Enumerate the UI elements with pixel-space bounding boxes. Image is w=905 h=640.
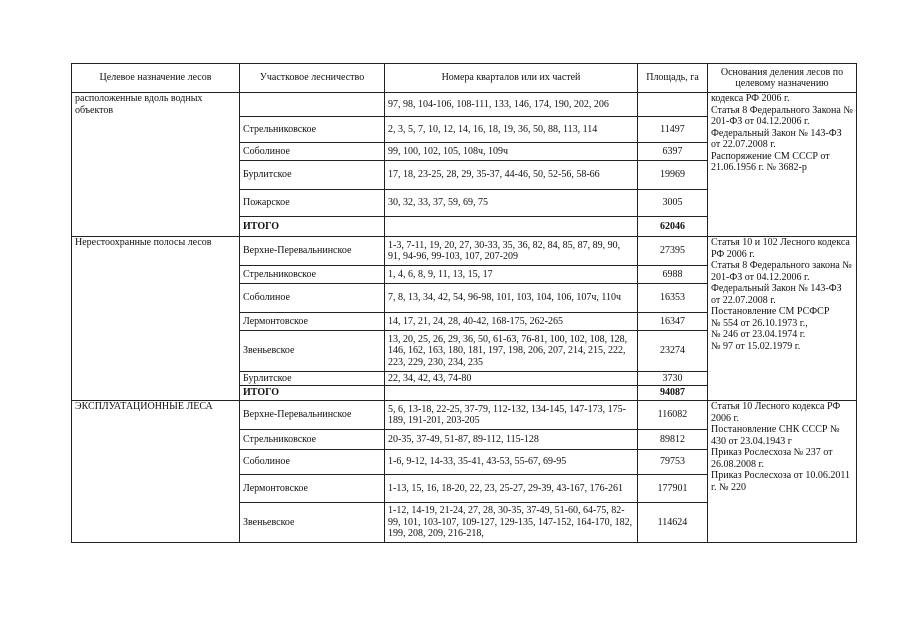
forestry-cell: Звеньевское [240, 331, 385, 372]
header-forestry: Участковое лесничество [240, 64, 385, 93]
forestry-cell: Стрельниковское [240, 430, 385, 450]
forestry-cell: Верхне-Перевальнинское [240, 401, 385, 430]
quarters-cell: 14, 17, 21, 24, 28, 40-42, 168-175, 262-265 [385, 313, 638, 331]
basis-line: Приказ Рослесхоза № 237 от 26.08.2008 г. [711, 447, 833, 470]
quarters-cell: 17, 18, 23-25, 28, 29, 35-37, 44-46, 50, 52-56, 58-66 [385, 161, 638, 190]
forestry-cell: Стрельниковское [240, 117, 385, 143]
forestry-cell: Бурлитское [240, 372, 385, 386]
basis-cell [708, 237, 857, 401]
quarters-cell: 97, 98, 104-106, 108-111, 133, 146, 174, 190, 202, 206 [385, 93, 638, 117]
area-cell: 16353 [638, 284, 708, 313]
forestry-cell [240, 93, 385, 117]
header-quarters: Номера кварталов или их частей [385, 64, 638, 93]
quarters-cell: 13, 20, 25, 26, 29, 36, 50, 61-63, 76-81, 100, 102, 108, 128, 146, 162, 163, 180, 181, 197, 198, 206, 207, 214, 215, 222, 223, 229, 230, 234, 235 [385, 331, 638, 372]
forestry-cell: Соболиное [240, 143, 385, 161]
purpose-cell: расположенные вдоль водных объектов [72, 93, 240, 237]
basis-line: Статья 8 Федерального закона № 201-ФЗ от 04.12.2006 г. [711, 260, 852, 283]
area-cell: 23274 [638, 331, 708, 372]
quarters-cell: 22, 34, 42, 43, 74-80 [385, 372, 638, 386]
basis-line: Федеральный Закон № 143-ФЗ от 22.07.2008 г. [711, 127, 842, 150]
table-header-row [72, 64, 857, 93]
quarters-cell: 7, 8, 13, 34, 42, 54, 96-98, 101, 103, 104, 106, 107ч, 110ч [385, 284, 638, 313]
area-cell: 89812 [638, 430, 708, 450]
basis-line: кодекса РФ 2006 г. [711, 93, 790, 104]
area-cell: 79753 [638, 450, 708, 475]
area-cell: 11497 [638, 117, 708, 143]
area-cell: 116082 [638, 401, 708, 430]
total-area: 94087 [638, 386, 708, 401]
purpose-cell: Нерестоохранные полосы лесов [72, 237, 240, 401]
quarters-cell: 1, 4, 6, 8, 9, 11, 13, 15, 17 [385, 266, 638, 284]
table-row [72, 237, 857, 266]
quarters-cell [385, 217, 638, 237]
header-purpose: Целевое назначение лесов [72, 64, 240, 93]
area-cell: 114624 [638, 503, 708, 543]
area-cell: 16347 [638, 313, 708, 331]
forestry-cell: Пожарское [240, 190, 385, 217]
basis-line: № 554 от 26.10.1973 г., [711, 317, 808, 329]
forestry-cell: Лермонтовское [240, 475, 385, 503]
area-cell: 3730 [638, 372, 708, 386]
basis-cell [708, 93, 857, 237]
area-cell [638, 93, 708, 117]
forestry-cell: Звеньевское [240, 503, 385, 543]
total-label: ИТОГО [240, 217, 385, 237]
quarters-cell: 2, 3, 5, 7, 10, 12, 14, 16, 18, 19, 36, 50, 88, 113, 114 [385, 117, 638, 143]
area-cell: 6397 [638, 143, 708, 161]
basis-line: № 246 от 23.04.1974 г. [711, 329, 806, 340]
quarters-cell: 1-3, 7-11, 19, 20, 27, 30-33, 35, 36, 82, 84, 85, 87, 89, 90, 91, 94-96, 99-103, 107, 207-209 [385, 237, 638, 266]
quarters-cell: 20-35, 37-49, 51-87, 89-112, 115-128 [385, 430, 638, 450]
basis-line: Постановление СНК СССР № 430 от 23.04.1943 г [711, 424, 840, 447]
quarters-cell [385, 386, 638, 401]
total-area: 62046 [638, 217, 708, 237]
basis-line: Федеральный Закон № 143-ФЗ от 22.07.2008 г. [711, 283, 842, 306]
forestry-cell: Лермонтовское [240, 313, 385, 331]
quarters-cell: 30, 32, 33, 37, 59, 69, 75 [385, 190, 638, 217]
basis-line: Статья 10 и 102 Лесного кодекса РФ 2006 г. [711, 237, 850, 260]
table-row [72, 401, 857, 430]
basis-line: Приказ Рослесхоза от 10.06.2011 г. № 220 [711, 470, 851, 493]
total-label: ИТОГО [240, 386, 385, 401]
purpose-cell: ЭКСПЛУАТАЦИОННЫЕ ЛЕСА [72, 401, 240, 543]
quarters-cell: 5, 6, 13-18, 22-25, 37-79, 112-132, 134-145, 147-173, 175-189, 191-201, 203-205 [385, 401, 638, 430]
basis-cell [708, 401, 857, 543]
forestry-cell: Верхне-Перевальнинское [240, 237, 385, 266]
area-cell: 27395 [638, 237, 708, 266]
header-basis: Основания деления лесов по целевому назначению [708, 64, 857, 93]
quarters-cell: 99, 100, 102, 105, 108ч, 109ч [385, 143, 638, 161]
basis-line: Распоряжение СМ СССР от 21.06.1956 г. № 3682-р [711, 150, 830, 173]
quarters-cell: 1-12, 14-19, 21-24, 27, 28, 30-35, 37-49, 51-60, 64-75, 82-99, 101, 103-107, 109-127, 129-135, 147-152, 164-170, 182, 199, 208, 209, 216-218, [385, 503, 638, 543]
area-cell: 19969 [638, 161, 708, 190]
area-cell: 6988 [638, 266, 708, 284]
forestry-cell: Бурлитское [240, 161, 385, 190]
table-row [72, 93, 857, 117]
basis-line: Постановление СМ РСФСР [711, 306, 830, 317]
basis-line: Статья 10 Лесного кодекса РФ 2006 г. [711, 401, 841, 424]
forestry-cell: Стрельниковское [240, 266, 385, 284]
basis-line: Статья 8 Федерального Закона № 201-ФЗ от 04.12.2006 г. [711, 104, 853, 127]
forestry-cell: Соболиное [240, 450, 385, 475]
quarters-cell: 1-6, 9-12, 14-33, 35-41, 43-53, 55-67, 69-95 [385, 450, 638, 475]
forest-purpose-table [71, 63, 857, 543]
basis-line: № 97 от 15.02.1979 г. [711, 340, 801, 352]
header-area: Площадь, га [638, 64, 708, 93]
area-cell: 3005 [638, 190, 708, 217]
forestry-cell: Соболиное [240, 284, 385, 313]
quarters-cell: 1-13, 15, 16, 18-20, 22, 23, 25-27, 29-39, 43-167, 176-261 [385, 475, 638, 503]
area-cell: 177901 [638, 475, 708, 503]
